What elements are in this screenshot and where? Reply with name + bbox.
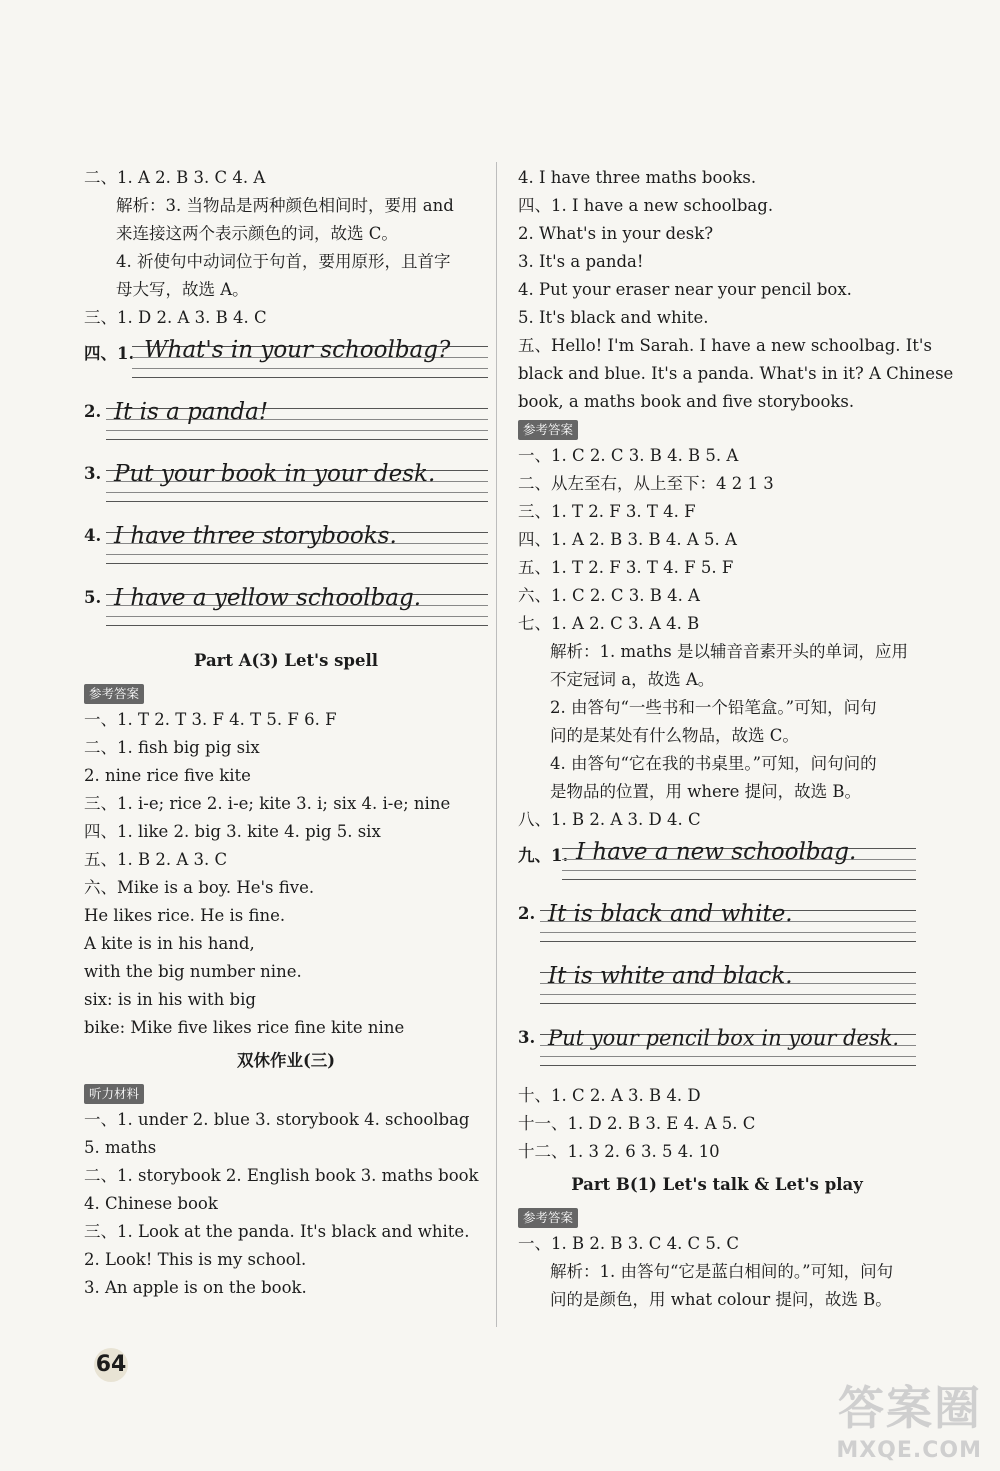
answer-line: 三、1. D 2. A 3. B 4. C <box>84 308 267 327</box>
answer-line: 二、1. fish big pig six <box>84 738 260 757</box>
poem-line: He likes rice. He is fine. <box>84 906 286 925</box>
handwritten-text: I have a new schoolbag. <box>576 839 857 865</box>
handwriting-answer <box>84 394 488 456</box>
answer-line: 四、1. I have a new schoolbag. <box>518 196 774 215</box>
explanation-line: 母大写，故选 A。 <box>116 280 249 299</box>
answer-line: 十、1. C 2. A 3. B 4. D <box>518 1086 701 1105</box>
answer-line: 五、1. T 2. F 3. T 4. F 5. F <box>518 558 734 577</box>
answer-line: 一、1. C 2. C 3. B 4. B 5. A <box>518 446 739 465</box>
explanation-line: 4. 由答句“它在我的书桌里。”可知，问句问的 <box>550 754 877 773</box>
explanation-line: 4. 祈使句中动词位于句首，要用原形，且首字 <box>116 252 451 271</box>
answer-line: 四、1. A 2. B 3. B 4. A 5. A <box>518 530 737 549</box>
answer-tag: 参考答案 <box>518 420 578 440</box>
answer-line <box>84 874 488 902</box>
answer-line: 二、1. A 2. B 3. C 4. A <box>84 168 266 187</box>
item-number: 九、1. <box>518 846 569 865</box>
answer-line: 4. Chinese book <box>84 1194 218 1213</box>
watermark-logo-text: 答案圈 <box>838 1381 982 1435</box>
answer-line: 五、Hello! I'm Sarah. I have a new schoolbag. It's <box>518 336 932 355</box>
answer-line: black and blue. It's a panda. What's in it? A Chinese <box>518 364 954 383</box>
item-number: 2. <box>518 904 536 923</box>
item-number: 5. <box>84 588 102 607</box>
answer-line: 4. Put your eraser near your pencil box. <box>518 280 852 299</box>
handwritten-text: It is black and white. <box>548 901 793 927</box>
answer-line: 五、1. B 2. A 3. C <box>84 850 228 869</box>
handwritten-text: I have three storybooks. <box>114 523 397 549</box>
answer-line: 六、1. C 2. C 3. B 4. A <box>518 586 700 605</box>
poem-line: with the big number nine. <box>84 962 302 981</box>
right-column <box>518 164 954 1314</box>
item-number: 4. <box>84 526 102 545</box>
handwriting-answer <box>518 896 916 958</box>
left-column <box>84 164 488 1302</box>
answer-line: 3. It's a panda! <box>518 252 644 271</box>
answer-line: 二、从左至右，从上至下：4 2 1 3 <box>518 474 774 493</box>
handwritten-text: What's in your schoolbag? <box>144 337 451 363</box>
answer-line: 三、1. i-e; rice 2. i-e; kite 3. i; six 4. i-e; nine <box>84 794 451 813</box>
handwriting-answer <box>518 1020 916 1082</box>
handwriting-answer <box>84 518 488 580</box>
answer-line: 4. I have three maths books. <box>518 168 757 187</box>
answer-line: 一、1. B 2. B 3. C 4. C 5. C <box>518 1234 740 1253</box>
handwritten-text: Put your book in your desk. <box>114 461 436 487</box>
answer-line: 四、1. like 2. big 3. kite 4. pig 5. six <box>84 822 381 841</box>
answer-line: 七、1. A 2. C 3. A 4. B <box>518 614 700 633</box>
handwritten-text: Put your pencil box in your desk. <box>548 1026 900 1050</box>
handwriting-answer <box>518 834 916 896</box>
handwritten-text: It is a panda! <box>114 399 269 425</box>
answer-line: 3. An apple is on the book. <box>84 1278 307 1297</box>
explanation-line: 解析：1. maths 是以辅音音素开头的单词，应用 <box>550 642 908 661</box>
section-heading: Part A(3) Let's spell <box>193 651 379 670</box>
item-number: 2. <box>84 402 102 421</box>
explanation-line: 解析：3. 当物品是两种颜色相间时，要用 and <box>116 196 454 215</box>
watermark-url: MXQE.COM <box>836 1438 982 1463</box>
handwritten-text: It is white and black. <box>548 963 793 989</box>
poem-line: Mike is a boy. He's five. <box>117 878 315 897</box>
answer-line: 5. It's black and white. <box>518 308 709 327</box>
answer-line: 2. nine rice five kite <box>84 766 251 785</box>
section-heading: Part B(1) Let's talk & Let's play <box>571 1175 863 1194</box>
explanation-line: 问的是某处有什么物品，故选 C。 <box>550 726 799 745</box>
answer-tag: 参考答案 <box>84 684 144 704</box>
answer-line: 三、1. T 2. F 3. T 4. F <box>518 502 696 521</box>
item-number: 四、1. <box>84 344 135 363</box>
answer-line: 一、1. T 2. T 3. F 4. T 5. F 6. F <box>84 710 337 729</box>
watermark <box>836 1372 982 1463</box>
section-heading: 双休作业(三) <box>236 1051 336 1070</box>
explanation-line: 来连接这两个表示颜色的词，故选 C。 <box>116 224 398 243</box>
answer-line: 二、1. storybook 2. English book 3. maths book <box>84 1166 479 1185</box>
handwriting-answer <box>84 580 488 642</box>
answer-line: 三、1. Look at the panda. It's black and white. <box>84 1222 470 1241</box>
explanation-line: 是物品的位置，用 where 提问，故选 B。 <box>550 782 862 801</box>
answer-line: 一、1. under 2. blue 3. storybook 4. schoolbag <box>84 1110 470 1129</box>
explanation-line: 问的是颜色，用 what colour 提问，故选 B。 <box>550 1290 892 1309</box>
handwritten-text: I have a yellow schoolbag. <box>114 585 422 611</box>
answer-line: 5. maths <box>84 1138 157 1157</box>
handwriting-answer <box>518 958 916 1020</box>
explanation-line: 2. 由答句“一些书和一个铅笔盒。”可知，问句 <box>550 698 877 717</box>
handwriting-answer <box>84 332 488 394</box>
explanation-line: 不定冠词 a，故选 A。 <box>550 670 715 689</box>
answer-line: 八、1. B 2. A 3. D 4. C <box>518 810 701 829</box>
answer-line: 2. Look! This is my school. <box>84 1250 307 1269</box>
answer-tag: 参考答案 <box>518 1208 578 1228</box>
page-number: 64 <box>94 1348 128 1382</box>
sort-line: six: is in his with big <box>84 990 256 1009</box>
item-number: 3. <box>84 464 102 483</box>
answer-line: book, a maths book and five storybooks. <box>518 392 855 411</box>
poem-line: A kite is in his hand, <box>84 934 255 953</box>
item-prefix: 六、 <box>84 878 117 897</box>
answer-line: 2. What's in your desk? <box>518 224 714 243</box>
explanation-line: 解析：1. 由答句“它是蓝白相间的。”可知，问句 <box>550 1262 894 1281</box>
answer-line: 十一、1. D 2. B 3. E 4. A 5. C <box>518 1114 756 1133</box>
listening-tag: 听力材料 <box>84 1084 144 1104</box>
sort-line: bike: Mike five likes rice fine kite nine <box>84 1018 405 1037</box>
column-divider <box>496 162 497 1327</box>
handwriting-answer <box>84 456 488 518</box>
answer-line: 十二、1. 3 2. 6 3. 5 4. 10 <box>518 1142 720 1161</box>
item-number: 3. <box>518 1028 536 1047</box>
